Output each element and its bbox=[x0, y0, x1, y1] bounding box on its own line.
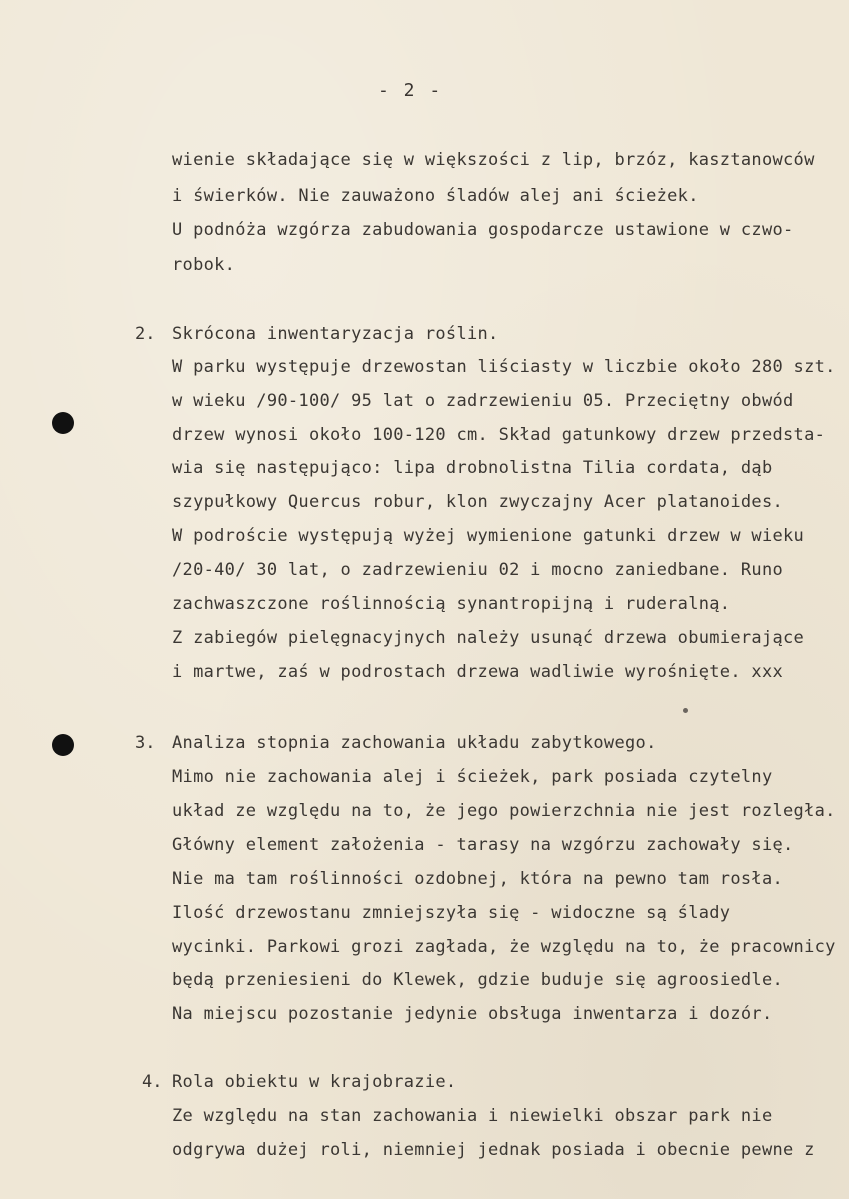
section-3-line: Ilość drzewostanu zmniejszyła się - widoczne są ślady bbox=[172, 903, 731, 923]
section-3-title: Analiza stopnia zachowania układu zabytkowego. bbox=[172, 733, 657, 753]
page-number: - 2 - bbox=[378, 80, 443, 101]
section-2-line: /20-40/ 30 lat, o zadrzewieniu 02 i mocno zaniedbane. Runo bbox=[172, 560, 784, 580]
section-2-line: wia się następująco: lipa drobnolistna Tilia cordata, dąb bbox=[172, 458, 773, 478]
section-3-line: Na miejscu pozostanie jedynie obsługa inwentarza i dozór. bbox=[172, 1004, 773, 1024]
stray-dot bbox=[683, 708, 688, 713]
section-2-title: Skrócona inwentaryzacja roślin. bbox=[172, 324, 499, 344]
section-3-line: będą przeniesieni do Klewek, gdzie buduje się agroosiedle. bbox=[172, 970, 784, 990]
punch-hole bbox=[52, 412, 74, 434]
section-2-line: Z zabiegów pielęgnacyjnych należy usunąć drzewa obumierające bbox=[172, 628, 805, 648]
section-4-title: Rola obiektu w krajobrazie. bbox=[172, 1072, 457, 1092]
section-3-line: Główny element założenia - tarasy na wzgórzu zachowały się. bbox=[172, 835, 794, 855]
section-4-line: odgrywa dużej roli, niemniej jednak posiada i obecnie pewne z bbox=[172, 1140, 815, 1160]
intro-line: robok. bbox=[172, 255, 236, 275]
section-4-line: Ze względu na stan zachowania i niewielki obszar park nie bbox=[172, 1106, 773, 1126]
section-3-number: 3. bbox=[135, 733, 156, 753]
punch-hole bbox=[52, 734, 74, 756]
section-2-line: szypułkowy Quercus robur, klon zwyczajny Acer platanoides. bbox=[172, 492, 784, 512]
section-2-line: i martwe, zaś w podrostach drzewa wadliwie wyrośnięte. xxx bbox=[172, 662, 784, 682]
section-2-line: W parku występuje drzewostan liściasty w liczbie około 280 szt. bbox=[172, 357, 836, 377]
section-2-line: drzew wynosi około 100-120 cm. Skład gatunkowy drzew przedsta- bbox=[172, 425, 826, 445]
intro-line: wienie składające się w większości z lip, brzóz, kasztanowców bbox=[172, 150, 815, 170]
section-4-number: 4. bbox=[142, 1072, 163, 1092]
section-3-line: Nie ma tam roślinności ozdobnej, która na pewno tam rosła. bbox=[172, 869, 784, 889]
section-3-line: układ ze względu na to, że jego powierzchnia nie jest rozległa. bbox=[172, 801, 836, 821]
intro-line: i świerków. Nie zauważono śladów alej ani ścieżek. bbox=[172, 186, 699, 206]
section-3-line: wycinki. Parkowi grozi zagłada, że względu na to, że pracownicy bbox=[172, 937, 836, 957]
section-3-line: Mimo nie zachowania alej i ścieżek, park posiada czytelny bbox=[172, 767, 773, 787]
section-2-number: 2. bbox=[135, 324, 156, 344]
intro-line: U podnóża wzgórza zabudowania gospodarcze ustawione w czwo- bbox=[172, 220, 794, 240]
section-2-line: W podroście występują wyżej wymienione gatunki drzew w wieku bbox=[172, 526, 805, 546]
section-2-line: w wieku /90-100/ 95 lat o zadrzewieniu 05. Przeciętny obwód bbox=[172, 391, 794, 411]
section-2-line: zachwaszczone roślinnością synantropijną i ruderalną. bbox=[172, 594, 731, 614]
